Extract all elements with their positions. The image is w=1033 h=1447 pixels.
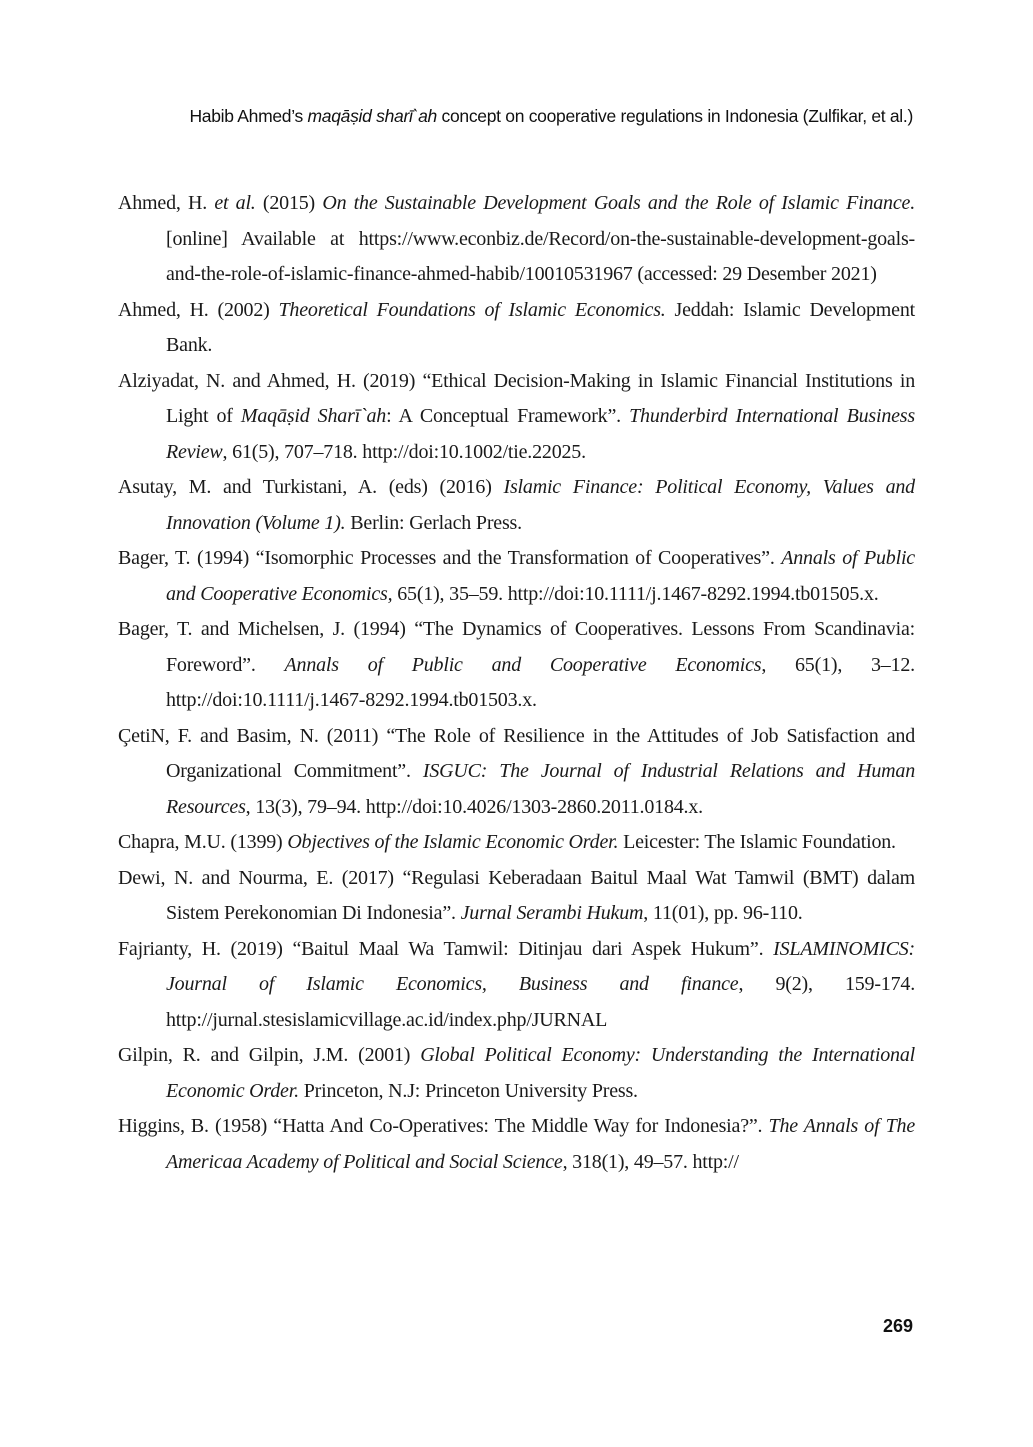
ref-text: , 9(2), 159-174. http://jurnal.stesislamicvillage.ac.id/index.php/JURNAL <box>166 973 915 1031</box>
ref-italic: Maqāṣid Sharī`ah <box>240 405 387 427</box>
header-suffix: concept on cooperative regulations in Indonesia (Zulfikar, et al.) <box>436 106 913 126</box>
reference-entry <box>118 186 915 293</box>
reference-entry <box>118 364 915 471</box>
ref-italic: Objectives of the Islamic Economic Order. <box>287 831 619 853</box>
reference-entry <box>118 861 915 932</box>
ref-italic: The Annals of The Americaa Academy of Political and Social Science <box>166 1115 915 1173</box>
ref-text: : A Conceptual Framework”. <box>386 405 630 427</box>
reference-entry <box>118 541 915 612</box>
header-prefix: Habib Ahmed’s <box>189 106 308 126</box>
ref-text: Higgins, B. (1958) “Hatta And Co-Operatives: The Middle Way for Indonesia?”. <box>118 1115 769 1137</box>
ref-italic: Jurnal Serambi Hukum <box>460 902 644 924</box>
ref-text: Fajrianty, H. (2019) “Baitul Maal Wa Tamwil: Ditinjau dari Aspek Hukum”. <box>118 937 774 960</box>
ref-text: Jeddah: Islamic Development Bank. <box>166 298 915 356</box>
ref-italic: Theoretical Foundations of Islamic Economics. <box>278 298 666 321</box>
ref-text: Chapra, M.U. (1399) <box>118 831 288 853</box>
running-header <box>189 106 913 127</box>
ref-italic: On the Sustainable Development Goals and the Role of Islamic Finance. <box>322 192 915 214</box>
ref-text: , 13(3), 79–94. http://doi:10.4026/1303-2860.2011.0184.x. <box>245 795 703 818</box>
ref-text: Dewi, N. and Nourma, E. (2017) “Regulasi Keberadaan Baitul Maal Wat Tamwil (BMT) dalam Sistem Perekonomian Di Indonesia”. <box>118 866 915 924</box>
reference-entry <box>118 612 915 719</box>
ref-italic: ISGUC: The Journal of Industrial Relations and Human Resources <box>166 760 915 818</box>
reference-entry <box>118 825 915 861</box>
ref-italic: Global Political Economy: Understanding the International Economic Order. <box>166 1044 915 1102</box>
reference-entry <box>118 1109 915 1180</box>
ref-text: 65(1), 35–59. http://doi:10.1111/j.1467-8292.1994.tb01505.x. <box>392 582 879 605</box>
ref-italic: Islamic Finance: Political Economy, Values and Innovation (Volume 1). <box>166 476 915 534</box>
reference-entry <box>118 719 915 826</box>
reference-entry <box>118 932 915 1039</box>
ref-text: Princeton, N.J: Princeton University Press. <box>298 1079 638 1102</box>
header-italic-term: maqāṣid sharī`ah <box>307 106 437 126</box>
ref-italic: ISLAMINOMICS: Journal of Islamic Economics, Business and finance <box>166 937 915 995</box>
reference-list <box>118 186 915 1180</box>
ref-text: , 11(01), pp. 96-110. <box>643 902 803 924</box>
ref-italic: et al. <box>214 192 256 214</box>
reference-entry <box>118 1038 915 1109</box>
ref-text: Bager, T. and Michelsen, J. (1994) “The Dynamics of Cooperatives. Lessons From Scandinavia: Foreword”. <box>118 618 915 676</box>
ref-text: Bager, T. (1994) “Isomorphic Processes and the Transformation of Cooperatives”. <box>118 547 782 569</box>
page-number: 269 <box>882 1316 913 1336</box>
ref-text: , 65(1), 3–12. http://doi:10.1111/j.1467-8292.1994.tb01503.x. <box>166 653 915 711</box>
ref-italic: Annals of Public and Cooperative Economics <box>284 653 762 676</box>
ref-text: (2015) <box>255 192 323 214</box>
reference-entry <box>118 293 915 364</box>
ref-italic: Annals of Public and Cooperative Economics, <box>166 547 915 605</box>
ref-text: [online] Available at https://www.econbiz.de/Record/on-the-sustainable-development-goals-and-the-role-of-islamic-finance-ahmed-habib/10010531967 (accessed: 29 Desember 2021) <box>166 227 915 285</box>
ref-text: , 318(1), 49–57. http:// <box>562 1150 739 1173</box>
ref-text: Gilpin, R. and Gilpin, J.M. (2001) <box>118 1044 421 1066</box>
ref-text: , 61(5), 707–718. http://doi:10.1002/tie.22025. <box>222 440 586 463</box>
ref-text: Ahmed, H. <box>118 192 215 214</box>
ref-text: Leicester: The Islamic Foundation. <box>618 831 896 853</box>
ref-text: Asutay, M. and Turkistani, A. (eds) (2016) <box>118 476 504 498</box>
ref-italic: Thunderbird International Business Review <box>166 405 915 463</box>
ref-text: Berlin: Gerlach Press. <box>345 511 522 534</box>
ref-text: Alziyadat, N. and Ahmed, H. (2019) “Ethical Decision-Making in Islamic Financial Institutions in Light of <box>118 369 915 427</box>
reference-entry <box>118 470 915 541</box>
ref-text: Ahmed, H. (2002) <box>118 298 279 321</box>
ref-text: ÇetiN, F. and Basim, N. (2011) “The Role of Resilience in the Attitudes of Job Satisfaction and Organizational Commitment”. <box>118 724 915 782</box>
